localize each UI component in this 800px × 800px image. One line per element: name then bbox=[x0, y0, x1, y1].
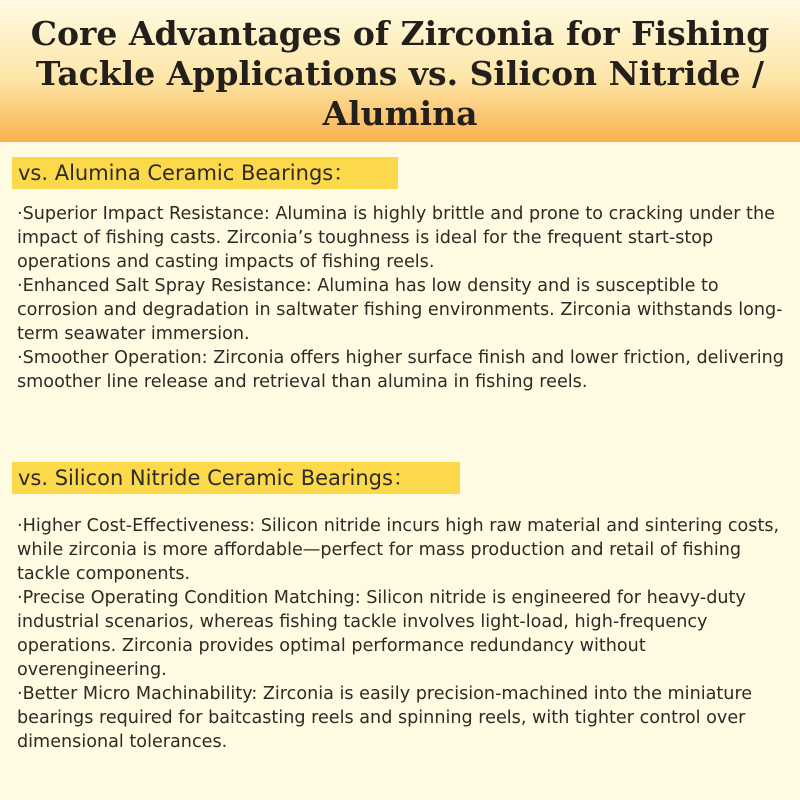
point-micro-machinability: ·Better Micro Machinability: Zirconia is easily precision-machined into the miniature bearings required for baitcasting reels and spinning reels, with tighter control over dimensional tolerances. bbox=[17, 684, 753, 752]
point-smoother-operation: ·Smoother Operation: Zirconia offers higher surface finish and lower friction, delivering smoother line release and retrieval than alumina in fishing reels. bbox=[17, 348, 784, 392]
section-body-silicon-nitride bbox=[17, 514, 793, 754]
section-heading-silicon-nitride: vs. Silicon Nitride Ceramic Bearings： bbox=[12, 462, 460, 494]
header-banner bbox=[0, 0, 800, 142]
point-cost-effectiveness: ·Higher Cost-Effectiveness: Silicon nitride incurs high raw material and sintering costs, while zirconia is more affordable—perfect for mass production and retail of fishing tackle components. bbox=[17, 516, 780, 584]
page-title: Core Advantages of Zirconia for Fishing Tackle Applications vs. Silicon Nitride / Alumina bbox=[30, 14, 770, 133]
section-body-alumina bbox=[17, 202, 793, 394]
point-salt-spray-resistance: ·Enhanced Salt Spray Resistance: Alumina has low density and is susceptible to corrosion and degradation in saltwater fishing environments. Zirconia withstands long-term seawater immersion. bbox=[17, 276, 783, 344]
point-condition-matching: ·Precise Operating Condition Matching: Silicon nitride is engineered for heavy-duty industrial scenarios, whereas fishing tackle involves light-load, high-frequency operations. Zirconia provides optimal performance redundancy without overengineering. bbox=[17, 588, 746, 680]
section-heading-alumina: vs. Alumina Ceramic Bearings： bbox=[12, 157, 398, 189]
point-impact-resistance: ·Superior Impact Resistance: Alumina is highly brittle and prone to cracking under the impact of fishing casts. Zirconia’s toughness is ideal for the frequent start-stop operations and casting impacts of fishing reels. bbox=[17, 204, 775, 272]
